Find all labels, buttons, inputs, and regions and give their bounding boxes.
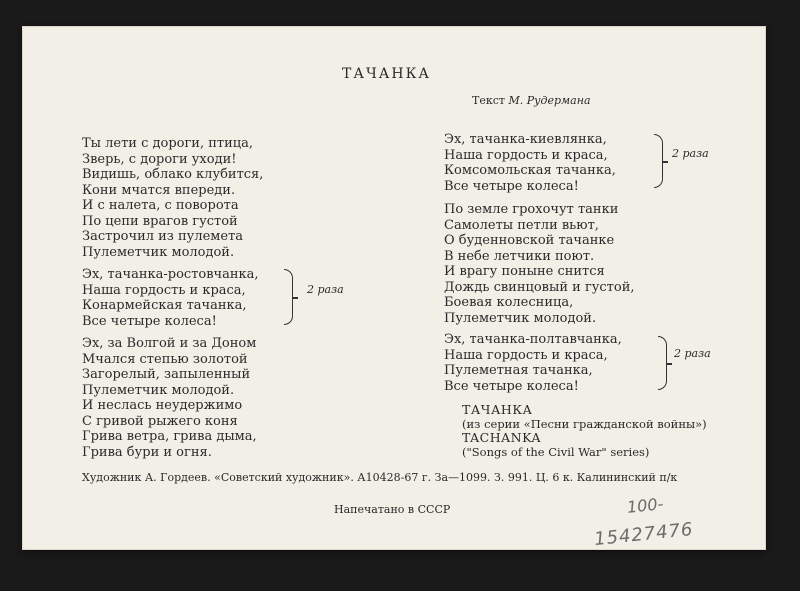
repeat-label: 2 раза (674, 347, 711, 360)
verse-line: Зверь, с дороги уходи! (82, 151, 237, 167)
repeat-brace (654, 134, 663, 188)
verse-line: В небе летчики поют. (444, 248, 595, 264)
verse-line: Грива ветра, грива дыма, (82, 429, 257, 444)
right-stanza-1 (444, 132, 616, 194)
verse-line: Боевая колесница, (444, 295, 574, 310)
verse-line: Самолеты петли вьют, (444, 217, 599, 233)
verse-line: Все четыре колеса! (444, 178, 579, 194)
verse-line: Видишь, облако клубится, (82, 167, 264, 182)
repeat-label: 2 раза (307, 283, 344, 296)
verse-line: Пулеметная тачанка, (444, 363, 593, 378)
song-title: ТАЧАНКА (342, 66, 432, 82)
verse-line: Комсомольская тачанка, (444, 163, 616, 178)
verse-line: Все четыре колеса! (444, 378, 579, 394)
verse-line: Эх, тачанка-полтавчанка, (444, 332, 622, 347)
verse-line: Грива бури и огня. (82, 444, 212, 460)
verse-line: Конармейская тачанка, (82, 298, 247, 313)
verse-line: Эх, за Волгой и за Доном (82, 336, 257, 351)
verse-line: Наша гордость и краса, (82, 282, 246, 298)
series-title-en: TACHANKA (462, 430, 541, 445)
verse-line: Эх, тачанка-киевлянка, (444, 132, 607, 147)
verse-line: Кони мчатся впереди. (82, 182, 236, 198)
series-info (462, 403, 707, 459)
verse-line: По земле грохочут танки (444, 202, 619, 217)
verse-line: Эх, тачанка-ростовчанка, (82, 267, 259, 282)
left-stanza-3 (82, 336, 257, 460)
verse-line: С гривой рыжего коня (82, 413, 238, 429)
publisher-credit: Художник А. Гордеев. «Советский художник». А10428-67 г. За—1099. З. 991. Ц. 6 к. Калининский п/к (82, 471, 678, 484)
verse-line: Мчался степью золотой (82, 351, 248, 367)
left-stanza-1 (82, 136, 263, 260)
verse-line: Загорелый, запыленный (82, 367, 251, 382)
verse-line: Дождь свинцовый и густой, (444, 279, 635, 295)
verse-line: Пулеметчик молодой. (82, 382, 235, 398)
verse-line: Ты лети с дороги, птица, (82, 136, 253, 151)
handwritten-number: 15427476 (593, 518, 695, 551)
verse-line: О буденновской тачанке (444, 233, 615, 248)
author-name: М. Рудермана (508, 94, 591, 107)
author-prefix: Текст (472, 94, 505, 107)
repeat-brace (658, 336, 667, 390)
verse-line: И врагу поныне снится (444, 264, 605, 279)
left-stanza-2 (82, 267, 259, 329)
printed-in: Напечатано в СССР (334, 503, 451, 516)
series-title-ru: ТАЧАНКА (462, 402, 533, 417)
right-stanza-3 (444, 332, 622, 394)
verse-line: Застрочил из пулемета (82, 229, 244, 244)
verse-line: Пулеметчик молодой. (82, 244, 235, 260)
verse-line: Наша гордость и краса, (444, 347, 608, 363)
repeat-label: 2 раза (672, 147, 709, 160)
verse-line: Пулеметчик молодой. (444, 310, 597, 326)
lyrics-author (472, 94, 591, 107)
postcard (22, 26, 766, 550)
series-subtitle-ru: (из серии «Песни гражданской войны») (462, 417, 707, 431)
verse-line: И с налета, с поворота (82, 198, 239, 213)
handwritten-price: 100- (626, 494, 665, 517)
verse-line: И неслась неудержимо (82, 398, 243, 413)
right-stanza-2 (444, 202, 635, 326)
verse-line: Все четыре колеса! (82, 313, 217, 329)
repeat-brace (284, 269, 293, 325)
verse-line: По цепи врагов густой (82, 213, 238, 229)
series-subtitle-en: ("Songs of the Civil War" series) (462, 445, 650, 459)
verse-line: Наша гордость и краса, (444, 147, 608, 163)
